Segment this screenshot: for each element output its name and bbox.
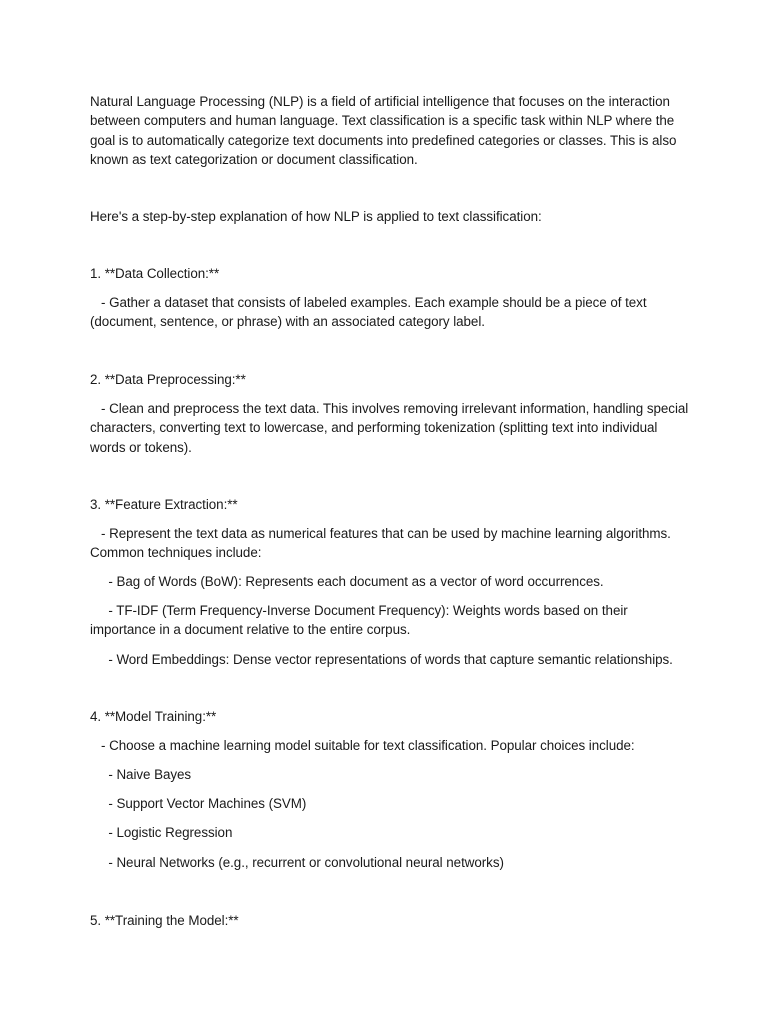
step-2-heading: 2. **Data Preprocessing:**	[90, 372, 246, 387]
step-3-item-embeddings: - Word Embeddings: Dense vector representations of words that capture semantic relationships.	[90, 652, 673, 667]
step-4-item-naive-bayes: - Naive Bayes	[90, 767, 192, 782]
step-3-description: - Represent the text data as numerical features that can be used by machine learning algorithms. Common techniques include:	[90, 526, 675, 561]
step-1-description: - Gather a dataset that consists of labeled examples. Each example should be a piece of text (document, sentence, or phrase) with an associated category label.	[90, 295, 651, 330]
intro-paragraph: Natural Language Processing (NLP) is a field of artificial intelligence that focuses on the interaction between computers and human language. Text classification is a specific task within NLP where the goal is to automatically categorize text documents into predefined categories or classes. This is also known as text categorization or document classification.	[90, 94, 677, 168]
step-1-heading: 1. **Data Collection:**	[90, 266, 220, 281]
step-4-heading: 4. **Model Training:**	[90, 709, 217, 724]
lead-in-paragraph: Here's a step-by-step explanation of how NLP is applied to text classification:	[90, 209, 542, 224]
step-5-heading: 5. **Training the Model:**	[90, 913, 239, 928]
step-3-item-bow: - Bag of Words (BoW): Represents each document as a vector of word occurrences.	[90, 574, 604, 589]
step-4-item-logistic-regression: - Logistic Regression	[90, 825, 233, 840]
step-2-description: - Clean and preprocess the text data. This involves removing irrelevant information, handling special characters, converting text to lowercase, and performing tokenization (splitting text into individual words or tokens).	[90, 401, 692, 455]
step-3-heading: 3. **Feature Extraction:**	[90, 497, 238, 512]
step-4-description: - Choose a machine learning model suitable for text classification. Popular choices include:	[90, 738, 635, 753]
step-4-item-neural-networks: - Neural Networks (e.g., recurrent or convolutional neural networks)	[90, 855, 504, 870]
step-4-item-svm: - Support Vector Machines (SVM)	[90, 796, 307, 811]
step-3-item-tfidf: - TF-IDF (Term Frequency-Inverse Document Frequency): Weights words based on their importance in a document relative to the entire corpus.	[90, 603, 632, 638]
